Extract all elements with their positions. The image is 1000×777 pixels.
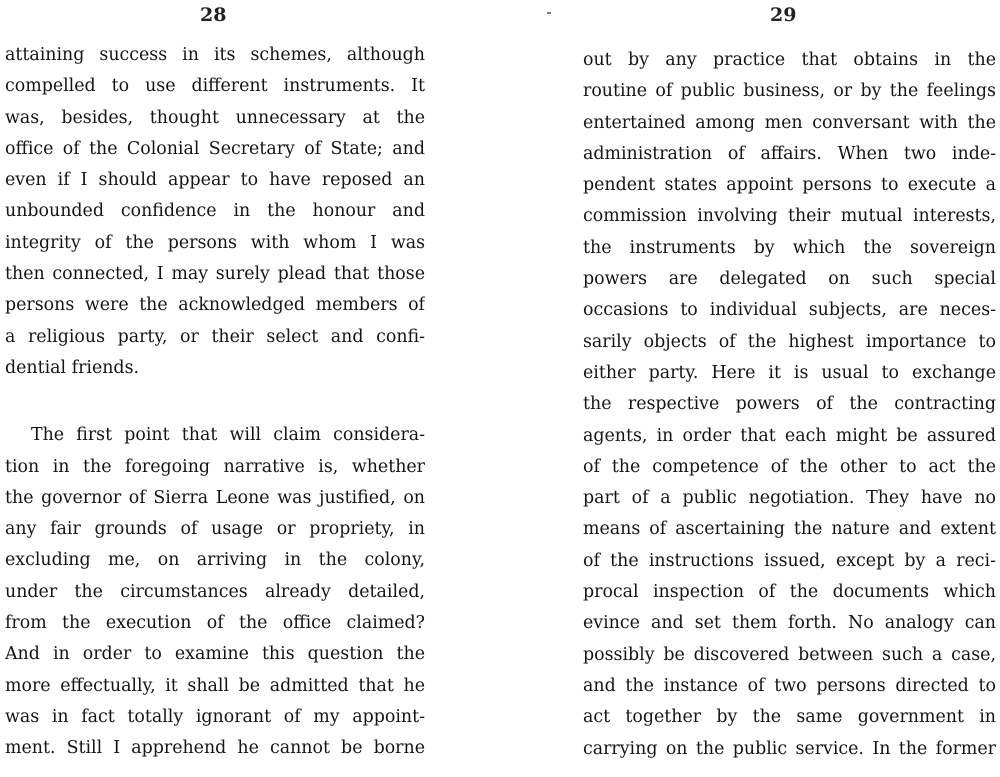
text-line: procal inspection of the documents which [583,582,996,603]
text-line: out by any practice that obtains in the [583,50,996,70]
text-line: and the instance of two persons directed to [583,675,996,696]
text-line: attaining success in its schemes, although [5,45,425,65]
page-body [583,45,996,765]
text-line: the instruments by which the sovereign [583,237,996,258]
paragraph-gap [5,384,425,420]
text-line: a religious party, or their select and confi- [5,326,425,347]
text-line: act together by the same government in [583,707,996,728]
text-line: routine of public business, or by the feelings [583,81,996,102]
text-line: under the circumstances already detailed, [5,581,425,602]
text-line: then connected, I may surely plead that those [5,264,425,285]
text-line: any fair grounds of usage or propriety, in [5,519,425,540]
left-page [0,0,425,777]
text-line: pendent states appoint persons to execute a [583,175,996,196]
text-line: compelled to use different instruments. It [5,76,425,97]
text-line: commission involving their mutual interests, [583,206,996,227]
paragraph [5,40,425,384]
text-line: sarily objects of the highest importance to [583,331,996,352]
text-line: either party. Here it is usual to exchange [583,362,996,383]
text-line: was, besides, thought unnecessary at the [5,107,425,128]
text-line: integrity of the persons with whom I was [5,232,425,253]
text-line: occasions to individual subjects, are neces- [583,300,996,321]
margin-mark [547,12,551,14]
text-line: even if I should appear to have reposed an [5,170,425,191]
text-line: part of a public negotiation. They have no [583,488,996,509]
text-line: powers are delegated on such special [583,269,996,290]
text-line: And in order to examine this question the [5,644,425,665]
right-page [578,0,996,777]
text-line: evince and set them forth. No analogy can [583,613,996,634]
text-line: agents, in order that each might be assured [583,425,996,446]
text-line: dential friends. [5,357,140,378]
text-line: carrying on the public service. In the former [583,738,996,759]
page-number: 28 [200,4,227,26]
text-line: of the instructions issued, except by a reci- [583,550,996,571]
text-line: more effectually, it shall be admitted that he [5,675,425,696]
text-line: administration of affairs. When two inde- [583,143,996,164]
text-line: excluding me, on arriving in the colony, [5,550,425,571]
text-line: means of ascertaining the nature and extent [583,519,996,540]
text-line: possibly be discovered between such a case, [583,644,996,665]
text-line: tion in the foregoing narrative is, whether [5,456,425,477]
text-line: unbounded confidence in the honour and [5,201,425,222]
text-line: office of the Colonial Secretary of State; and [5,138,425,159]
text-line: the respective powers of the contracting [583,394,996,415]
page-number: 29 [770,4,797,26]
text-line: entertained among men conversant with the [583,112,996,133]
text-line: was in fact totally ignorant of my appoint- [5,706,425,727]
text-line: from the execution of the office claimed? [5,613,425,634]
text-line: ment. Still I apprehend he cannot be borne [5,738,425,759]
text-line: the governor of Sierra Leone was justified, on [5,487,425,508]
text-line: persons were the acknowledged members of [5,295,425,316]
text-line: The first point that will claim considera- [31,425,425,446]
text-line: of the competence of the other to act the [583,456,996,477]
page-body [5,40,425,765]
paragraph [5,420,425,764]
